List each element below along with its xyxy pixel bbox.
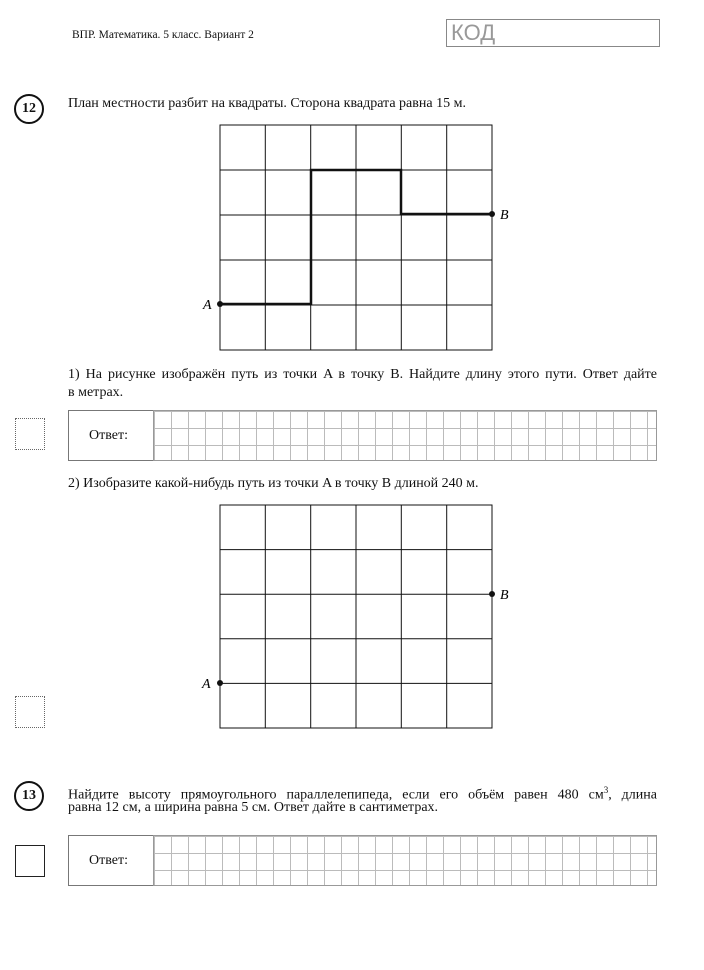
task12-part1-line1: 1) На рисунке изображён путь из точки A в точку B. Найдите длину этого пути. Ответ дайте [68, 367, 657, 382]
answer-row-12 [68, 410, 657, 461]
task-number-12: 12 [14, 94, 44, 124]
point-a-dot [217, 680, 223, 686]
grid-lines [220, 505, 492, 728]
score-box-12-1[interactable] [15, 418, 45, 450]
answer-label: Ответ: [89, 428, 128, 443]
answer-label: Ответ: [89, 853, 128, 868]
task-number-13: 13 [14, 781, 44, 811]
superscript-three: 3 [603, 785, 609, 795]
task13-line2: равна 12 см, а ширина равна 5 см. Ответ дайте в сантиметрах. [68, 800, 439, 815]
task13-line1-end: , длина [608, 787, 657, 803]
point-a-label: A [203, 298, 212, 313]
answer-row-13 [68, 835, 657, 886]
answer-input-13[interactable] [153, 835, 657, 886]
code-field[interactable]: КОД [446, 19, 660, 47]
task12-part2: 2) Изобразите какой-нибудь путь из точки A в точку B длиной 240 м. [68, 476, 479, 491]
score-box-13[interactable] [15, 845, 45, 877]
header-title: ВПР. Математика. 5 класс. Вариант 2 [72, 29, 254, 41]
score-box-12-2[interactable] [15, 696, 45, 728]
point-a-dot [217, 301, 223, 307]
point-b-label: B [500, 208, 509, 223]
task13-line1-text: Найдите высоту прямоугольного параллелепипеда, если его объём равен 480 см [68, 787, 604, 803]
grid-lines [220, 125, 492, 350]
task12-part1-line2: в метрах. [68, 385, 124, 400]
point-a-label: A [202, 677, 211, 692]
grid-figure-2[interactable] [195, 498, 515, 738]
answer-input-12[interactable] [153, 410, 657, 461]
grid-figure-1 [195, 118, 515, 358]
point-b-label: B [500, 588, 509, 603]
task12-intro: План местности разбит на квадраты. Сторона квадрата равна 15 м. [68, 96, 466, 111]
point-b-dot [489, 591, 495, 597]
point-b-dot [489, 211, 495, 217]
